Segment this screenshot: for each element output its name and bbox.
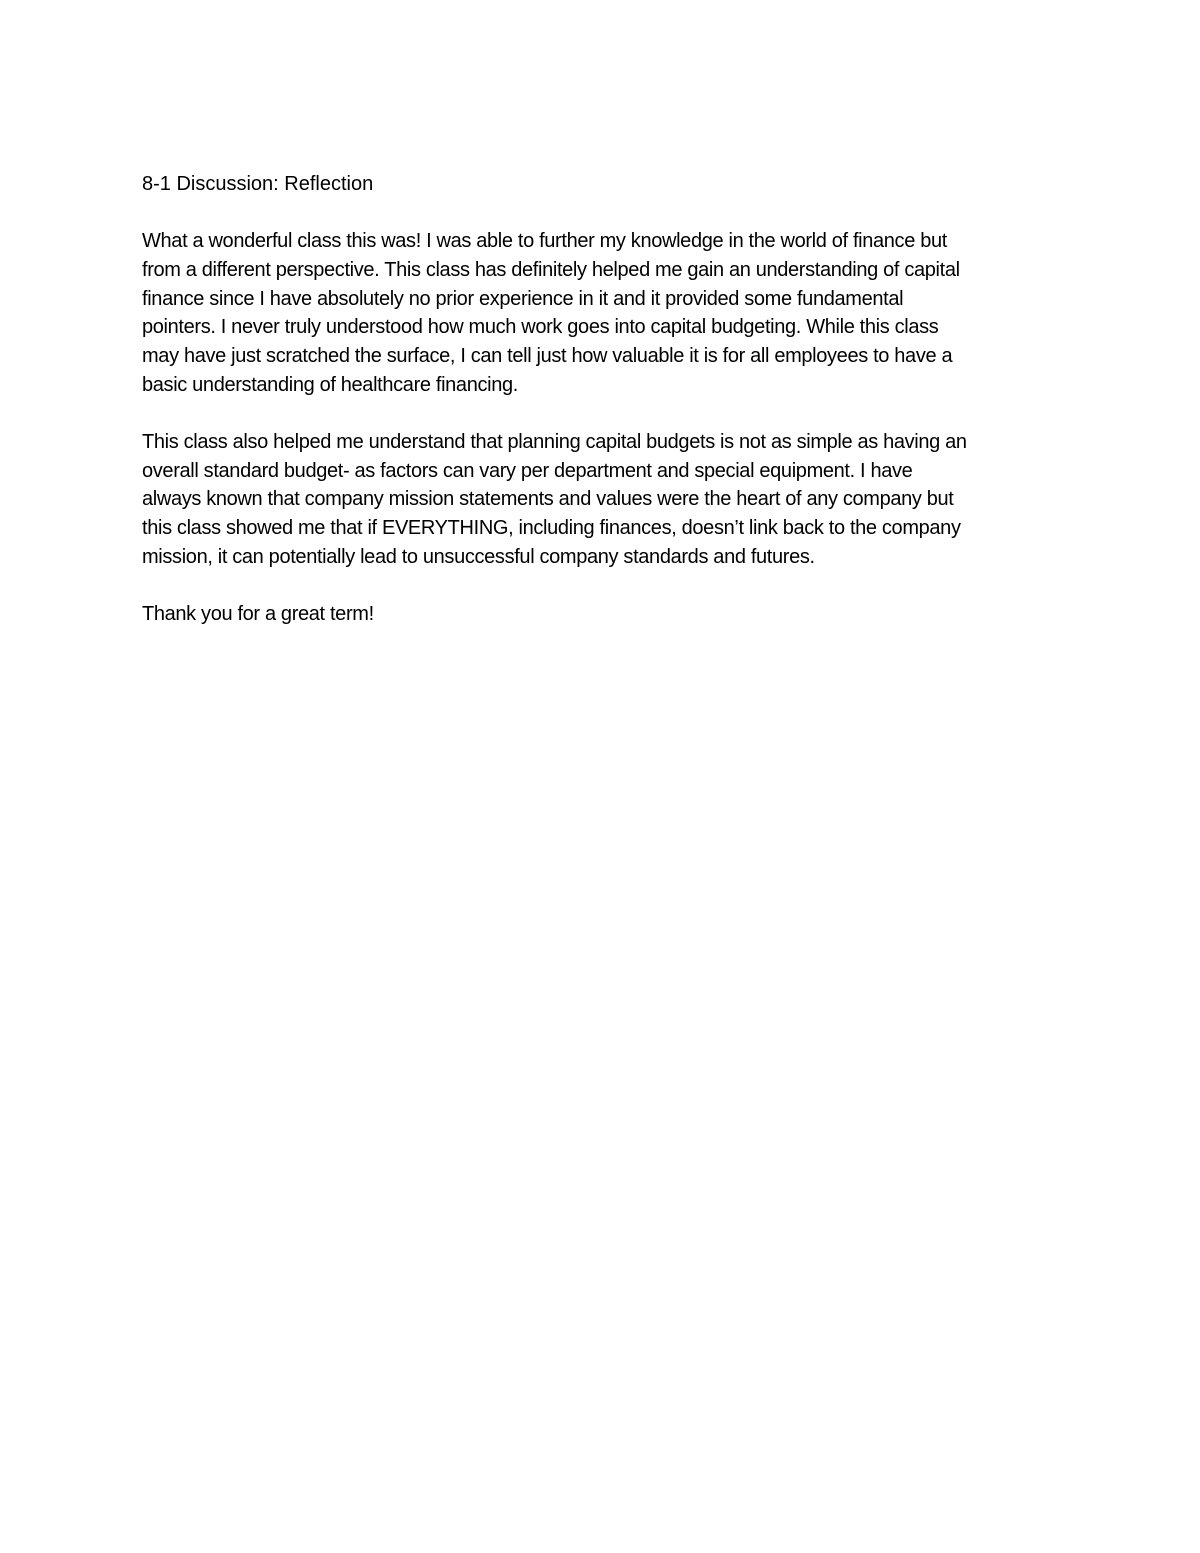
- paragraph-line: mission, it can potentially lead to unsuccessful company standards and futures.: [142, 545, 815, 568]
- paragraph-line: What a wonderful class this was! I was able to further my knowledge in the world of finance but: [142, 230, 947, 252]
- paragraph-capital-budgets: [142, 428, 1072, 572]
- paragraph-reflection-intro: [142, 227, 1072, 400]
- paragraph-line: basic understanding of healthcare financing.: [142, 373, 518, 396]
- paragraph-line: from a different perspective. This class has definitely helped me gain an understanding of capital: [142, 258, 960, 281]
- paragraph-line: this class showed me that if EVERYTHING, including finances, doesn’t link back to the company: [142, 517, 961, 540]
- paragraph-line: Thank you for a great term!: [142, 602, 374, 625]
- paragraph-line: This class also helped me understand that planning capital budgets is not as simple as having an: [142, 430, 967, 453]
- paragraph-line: always known that company mission statements and values were the heart of any company but: [142, 488, 954, 511]
- document-content: [142, 170, 1072, 657]
- paragraph-line: may have just scratched the surface, I can tell just how valuable it is for all employees to have a: [142, 345, 953, 368]
- paragraph-closing: [142, 600, 1072, 629]
- paragraph-line: finance since I have absolutely no prior experience in it and it provided some fundamental: [142, 287, 904, 310]
- document-title: 8-1 Discussion: Reflection: [142, 173, 374, 195]
- paragraph-line: overall standard budget- as factors can vary per department and special equipment. I have: [142, 459, 913, 482]
- paragraph-line: pointers. I never truly understood how much work goes into capital budgeting. While this class: [142, 316, 939, 339]
